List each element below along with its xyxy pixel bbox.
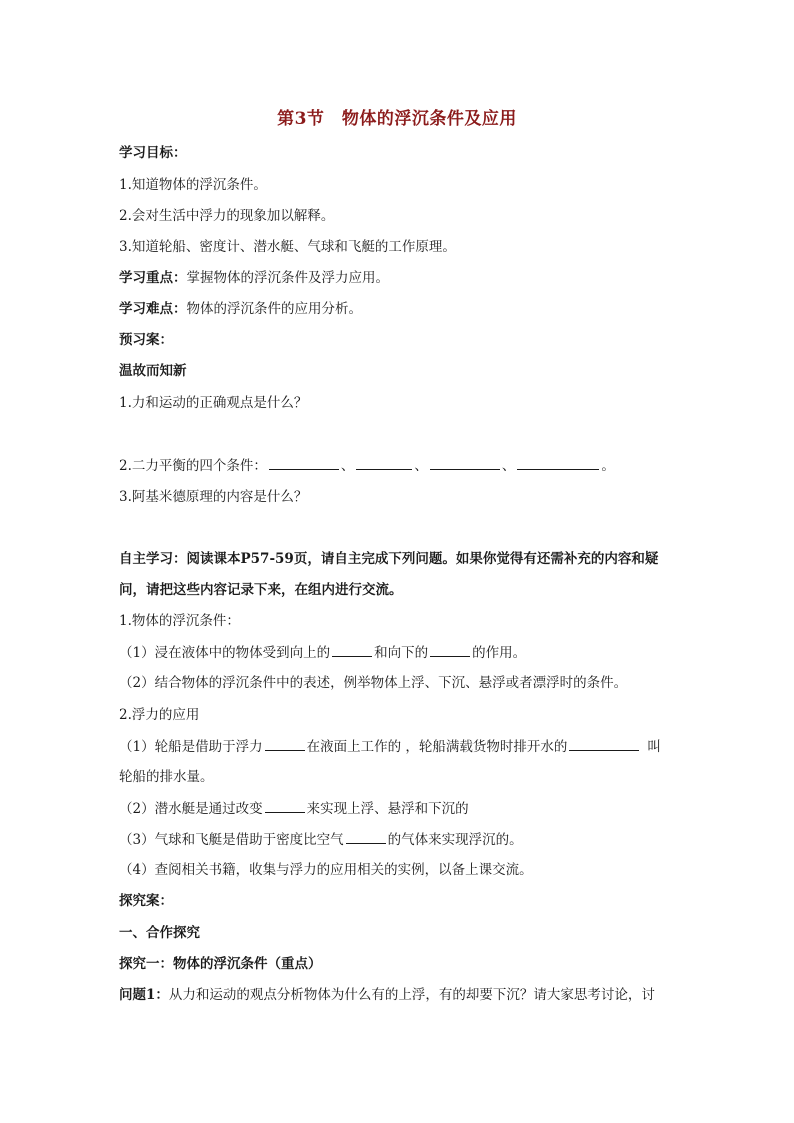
- preview-heading: 预习案：: [119, 332, 173, 348]
- section-2-item-2: [119, 798, 684, 819]
- section-1-item-2: （2）结合物体的浮沉条件中的表述，例举物体上浮、下沉、悬浮或者漂浮时的条件。: [119, 675, 628, 691]
- section-2-title: 2.浮力的应用: [119, 707, 200, 723]
- answer-blank[interactable]: [356, 455, 412, 470]
- text-part: （1）浸在液体中的物体受到向上的: [119, 645, 331, 661]
- separator: 、: [340, 458, 355, 474]
- objective-item: 1.知道物体的浮沉条件。: [119, 177, 267, 193]
- self-study-intro-line-2: 问，请把这些内容记录下来，在组内进行交流。: [119, 582, 403, 598]
- answer-blank[interactable]: [569, 736, 639, 751]
- answer-blank[interactable]: [430, 642, 470, 657]
- separator: 、: [414, 458, 428, 474]
- text-part: 来实现上浮、悬浮和下沉的: [306, 801, 469, 817]
- objectives-heading: 学习目标：: [119, 145, 187, 161]
- problem-1-text: 从力和运动的观点分析物体为什么有的上浮，有的却要下沉？请大家思考讨论，讨: [168, 987, 655, 1003]
- difficulty-text: 物体的浮沉条件的应用分析。: [186, 301, 362, 317]
- period: 。: [601, 458, 615, 474]
- separator: 、: [501, 458, 516, 474]
- problem-1-label: 问题1：: [119, 987, 169, 1003]
- page-title: 第3节 物体的浮沉条件及应用: [277, 109, 517, 129]
- q2-prefix: 2.二力平衡的四个条件：: [119, 458, 267, 474]
- text-part: 的作用。: [472, 645, 527, 661]
- difficulty-label: 学习难点：: [119, 301, 187, 317]
- section-2-item-4: （4）查阅相关书籍，收集与浮力的应用相关的实例，以备上课交流。: [119, 862, 533, 878]
- objective-item: 2.会对生活中浮力的现象加以解释。: [119, 208, 335, 224]
- answer-blank[interactable]: [332, 642, 372, 657]
- answer-blank[interactable]: [346, 829, 386, 844]
- section-1-title: 1.物体的浮沉条件：: [119, 613, 240, 629]
- self-study-intro-line-1: 自主学习：阅读课本P57-59页，请自主完成下列问题。如果你觉得有还需补充的内容和疑: [119, 551, 659, 567]
- preview-question-2: [119, 455, 684, 476]
- explore-heading: 探究案：: [119, 893, 173, 909]
- problem-1: [119, 985, 684, 1005]
- difficulty: [119, 299, 684, 319]
- answer-blank[interactable]: [265, 798, 305, 813]
- key-point-text: 掌握物体的浮沉条件及浮力应用。: [186, 270, 389, 286]
- inquiry-1-title: 探究一：物体的浮沉条件（重点）: [119, 956, 322, 972]
- text-part: （1）轮船是借助于浮力: [119, 739, 263, 755]
- section-1-item-1: [119, 642, 684, 663]
- answer-blank[interactable]: [269, 455, 339, 470]
- text-part: 叫: [647, 739, 661, 755]
- section-2-item-3: [119, 829, 684, 850]
- text-part: 的气体来实现浮沉的。: [387, 832, 523, 848]
- text-part: （2）潜水艇是通过改变: [119, 801, 263, 817]
- objective-item: 3.知道轮船、密度计、潜水艇、气球和飞艇的工作原理。: [119, 239, 456, 255]
- section-2-item-1: [119, 736, 684, 757]
- text-part: （3）气球和飞艇是借助于密度比空气: [119, 832, 344, 848]
- text-part: 在液面上工作的 ，轮船满载货物时排开水的: [306, 739, 568, 755]
- answer-blank[interactable]: [517, 455, 599, 470]
- review-heading: 温故而知新: [119, 363, 187, 379]
- preview-question-3: 3.阿基米德原理的内容是什么？: [119, 489, 308, 505]
- preview-question-1: 1.力和运动的正确观点是什么？: [119, 395, 308, 411]
- answer-blank[interactable]: [265, 736, 305, 751]
- key-point: [119, 268, 684, 288]
- section-2-item-1-cont: 轮船的排水量。: [119, 769, 214, 785]
- text-part: 和向下的: [374, 645, 429, 661]
- answer-blank[interactable]: [430, 455, 500, 470]
- key-point-label: 学习重点：: [119, 270, 187, 286]
- explore-part-1: 一、合作探究: [119, 925, 200, 941]
